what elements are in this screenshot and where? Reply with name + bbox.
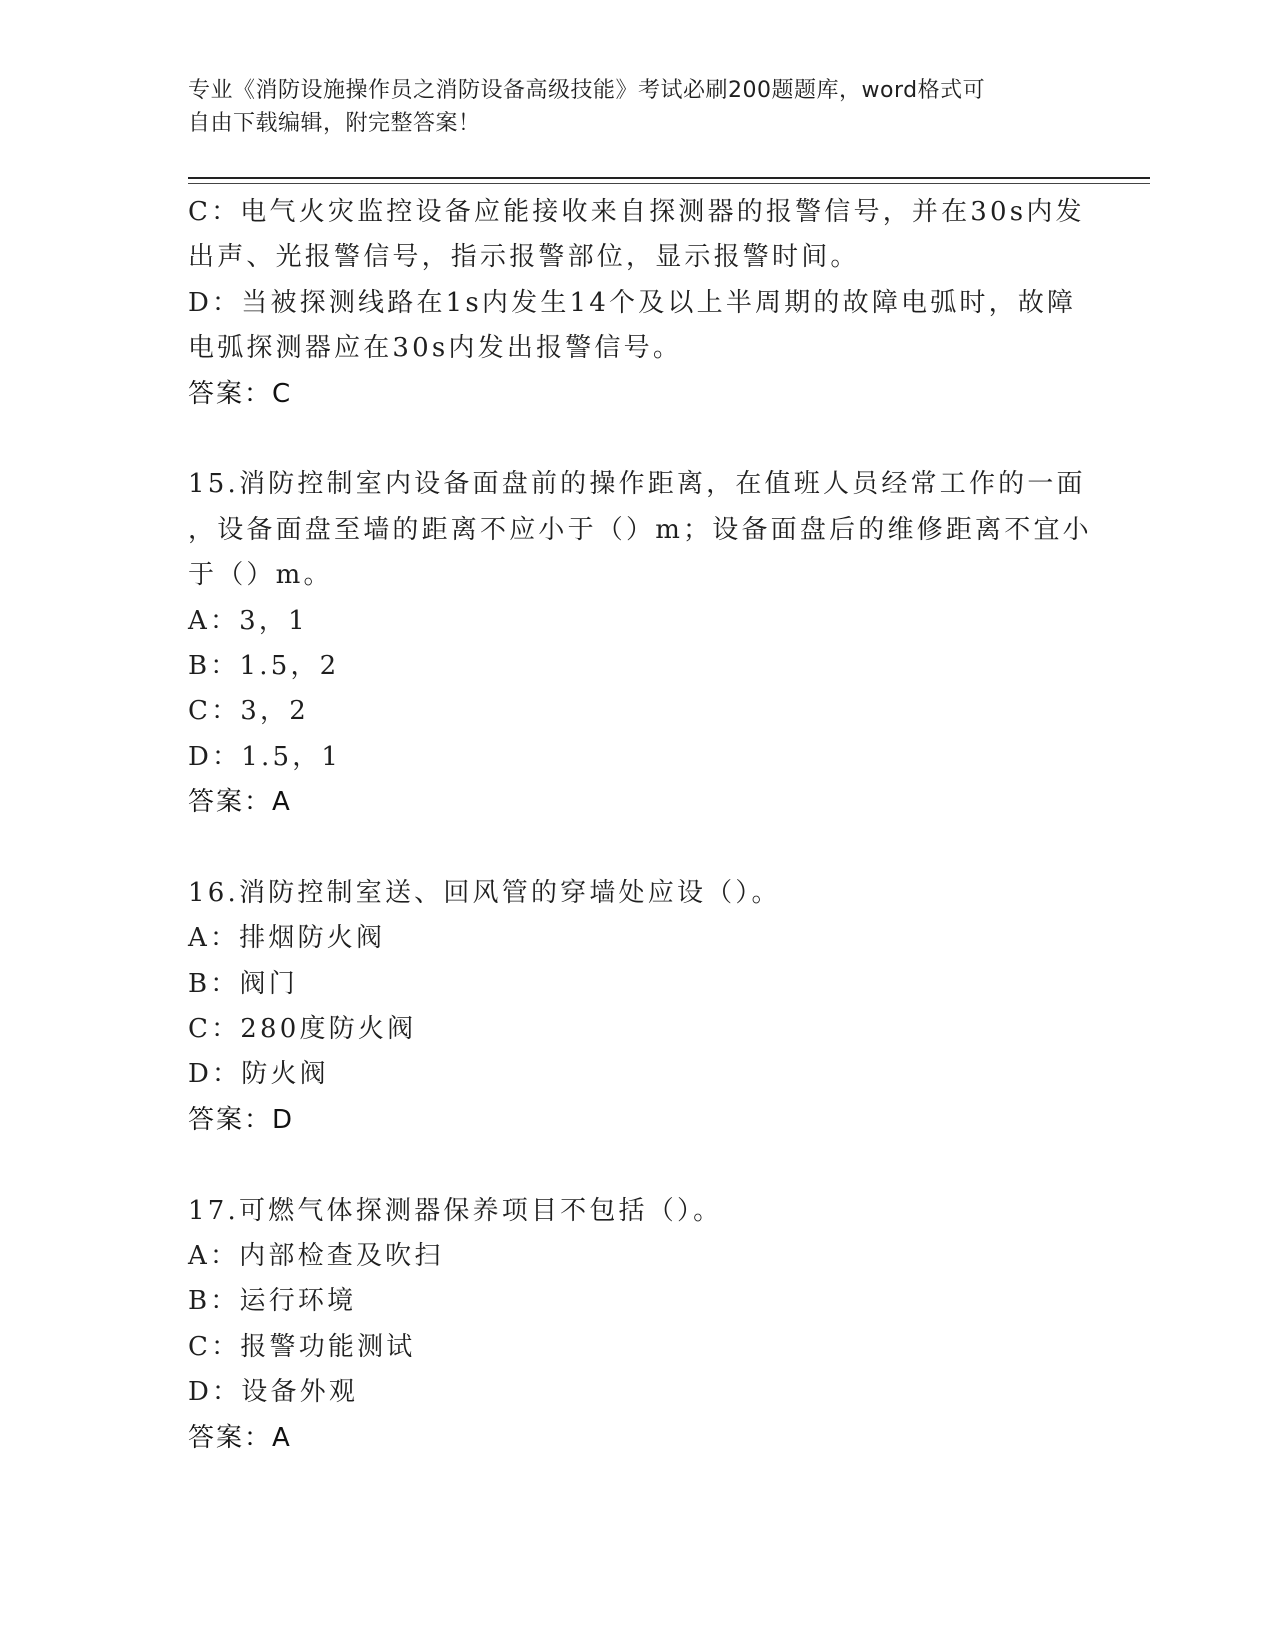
q14-option-c-line-2: 出声、光报警信号，指示报警部位，显示报警时间。 <box>188 242 860 273</box>
q15-text-line-3: 于（）m。 <box>188 560 333 591</box>
q15-option-b: B：1.5，2 <box>188 650 340 681</box>
q15-answer: 答案：A <box>188 787 292 818</box>
spacer <box>188 417 1078 462</box>
header-line-2: 自由下载编辑，附完整答案！ <box>188 111 481 136</box>
q16-option-a: A：排烟防火阀 <box>188 923 386 954</box>
header-divider-thick <box>188 177 1150 179</box>
q17-option-b: B：运行环境 <box>188 1286 357 1317</box>
q16-option-b: B：阀门 <box>188 968 298 999</box>
q16-answer: 答案：D <box>188 1104 295 1135</box>
q14-answer: 答案：C <box>188 378 293 409</box>
q15-text-line-1: 15.消防控制室内设备面盘前的操作距离，在值班人员经常工作的一面 <box>188 469 1086 500</box>
q15-text-line-2: ，设备面盘至墙的距离不应小于（）m；设备面盘后的维修距离不宜小 <box>188 514 1092 545</box>
q17-option-d: D：设备外观 <box>188 1377 359 1408</box>
document-header <box>188 74 1078 140</box>
q15-option-d: D：1.5，1 <box>188 741 342 772</box>
question-content <box>188 190 1092 1461</box>
q14-option-c-line-1: C：电气火灾监控设备应能接收来自探测器的报警信号，并在30s内发 <box>188 197 1085 227</box>
q16-option-c: C：280度防火阀 <box>188 1014 417 1045</box>
spacer <box>188 825 1078 870</box>
q16-text: 16.消防控制室送、回风管的穿墙处应设（）。 <box>188 877 781 908</box>
q14-option-d-line-1: D：当被探测线路在1s内发生14个及以上半周期的故障电弧时，故障 <box>188 287 1077 318</box>
q17-answer: 答案：A <box>188 1422 292 1453</box>
q15-option-c: C：3，2 <box>188 696 309 727</box>
header-divider-thin <box>188 183 1150 184</box>
q14-option-d-line-2: 电弧探测器应在30s内发出报警信号。 <box>188 333 683 364</box>
q17-option-a: A：内部检查及吹扫 <box>188 1240 444 1271</box>
q17-option-c: C：报警功能测试 <box>188 1331 416 1362</box>
spacer <box>188 1143 1078 1188</box>
q16-option-d: D：防火阀 <box>188 1059 329 1090</box>
q15-option-a: A：3，1 <box>188 605 308 636</box>
q17-text: 17.可燃气体探测器保养项目不包括（）。 <box>188 1195 723 1226</box>
header-line-1: 专业《消防设施操作员之消防设备高级技能》考试必刷200题题库，word格式可 <box>188 78 986 103</box>
